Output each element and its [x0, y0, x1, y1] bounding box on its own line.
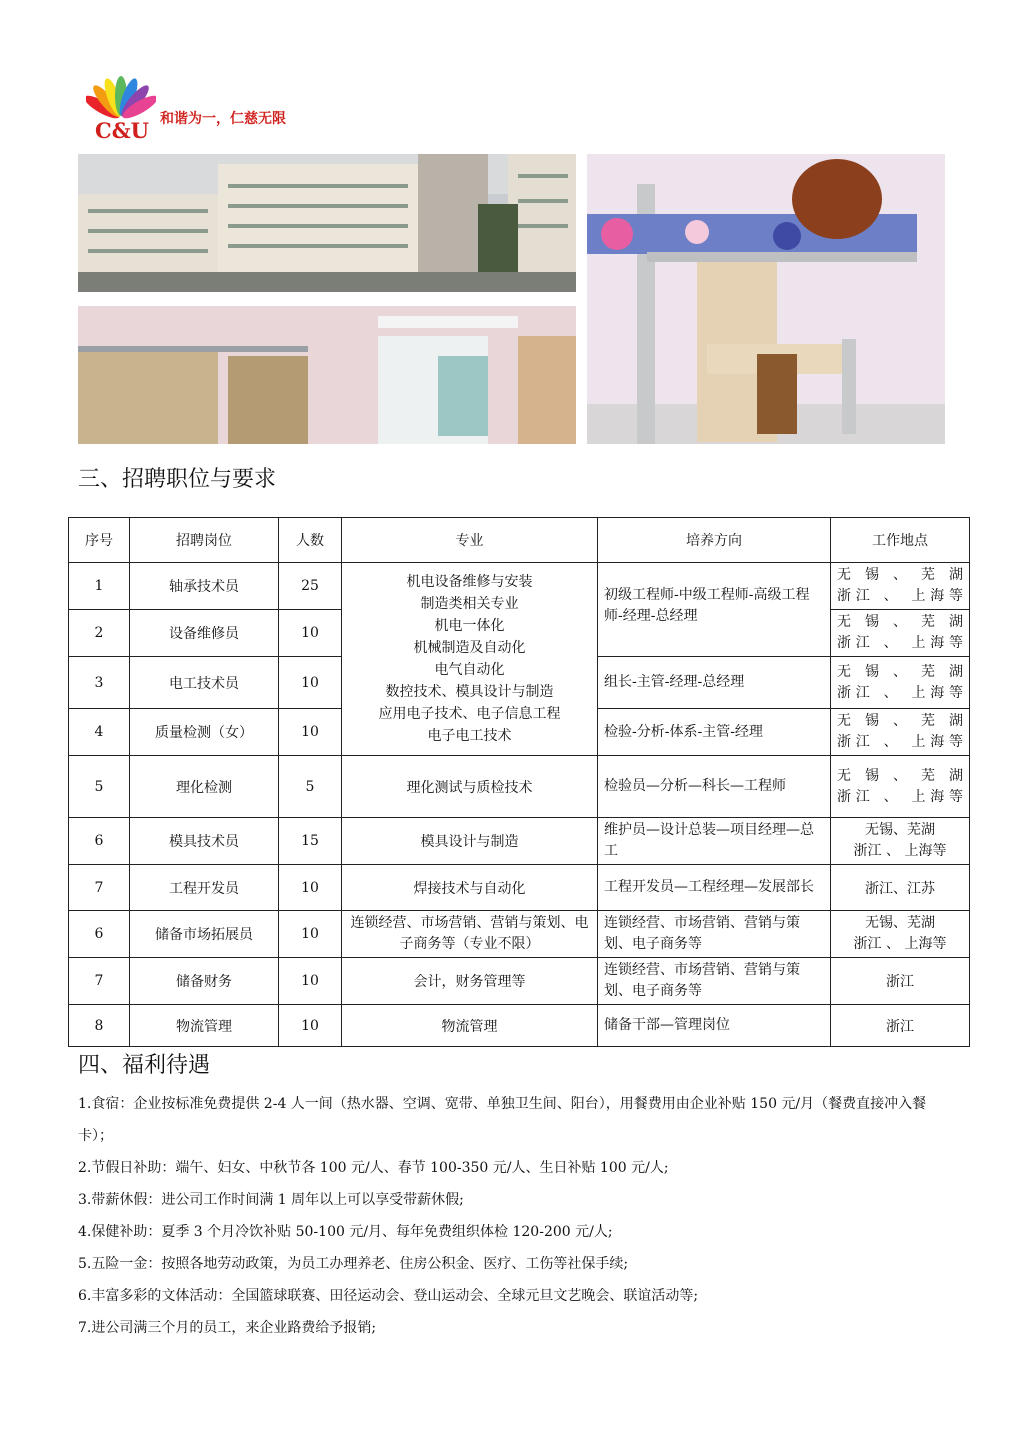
major-line: 数控技术、模具设计与制造	[385, 684, 554, 700]
row-location	[831, 657, 970, 709]
location-line: 浙江 、 上海等	[853, 936, 947, 952]
row-no: 3	[69, 657, 130, 709]
row-location	[831, 563, 970, 610]
table-row	[69, 958, 970, 1005]
row-major: 会计，财务管理等	[342, 958, 598, 1005]
table-header-row	[69, 518, 970, 563]
row-location	[831, 610, 970, 657]
benefit-item: 3.带薪休假：进公司工作时间满 1 周年以上可以享受带薪休假;	[78, 1192, 464, 1208]
location-line: 浙江 、 上海等	[837, 684, 963, 701]
shared-major-cell	[342, 563, 598, 756]
row-direction: 初级工程师-中级工程师-高级工程师-经理-总经理	[598, 563, 831, 657]
row-count: 10	[279, 1005, 342, 1047]
row-direction: 连锁经营、市场营销、营销与策划、电子商务等	[598, 911, 831, 958]
row-major: 物流管理	[342, 1005, 598, 1047]
major-line: 机械制造及自动化	[413, 640, 526, 656]
table-row	[69, 911, 970, 958]
row-count: 15	[279, 818, 342, 865]
benefit-item: 7.进公司满三个月的员工，来企业路费给予报销;	[78, 1320, 377, 1336]
recruit-section-title: 三、招聘职位与要求	[78, 467, 277, 492]
row-count: 10	[279, 657, 342, 709]
major-line: 电子电工技术	[427, 728, 512, 744]
row-direction: 工程开发员—工程经理—发展部长	[598, 865, 831, 911]
location-line: 浙江 、 上海等	[853, 843, 947, 859]
row-post: 物流管理	[130, 1005, 279, 1047]
location-line: 浙江 、 上海等	[837, 788, 963, 805]
row-no: 4	[69, 709, 130, 756]
location-line: 无锡、芜湖	[865, 822, 935, 838]
row-count: 10	[279, 610, 342, 657]
header-location: 工作地点	[831, 518, 970, 563]
location-line: 浙江 、 上海等	[837, 635, 963, 651]
table-row	[69, 865, 970, 911]
row-major: 连锁经营、市场营销、营销与策划、电子商务等（专业不限）	[342, 911, 598, 958]
header-count: 人数	[279, 518, 342, 563]
row-direction: 维护员—设计总装—项目经理—总工	[598, 818, 831, 865]
row-no: 1	[69, 563, 130, 610]
major-line: 应用电子技术、电子信息工程	[378, 706, 561, 722]
benefits-section-title: 四、福利待遇	[78, 1053, 211, 1078]
benefit-item: 2.节假日补助：端午、妇女、中秋节各 100 元/人、春节 100-350 元/人、生日补贴 100 元/人;	[78, 1160, 669, 1176]
row-post: 设备维修员	[130, 610, 279, 657]
row-no: 7	[69, 958, 130, 1005]
location-line: 无 锡 、 芜 湖	[837, 614, 963, 630]
header-major: 专业	[342, 518, 598, 563]
row-post: 储备财务	[130, 958, 279, 1005]
row-no: 2	[69, 610, 130, 657]
location-line: 无锡、芜湖	[865, 915, 935, 931]
row-post: 模具技术员	[130, 818, 279, 865]
row-direction: 检验员—分析—科长—工程师	[598, 756, 831, 818]
row-major: 理化测试与质检技术	[342, 756, 598, 818]
row-major: 模具设计与制造	[342, 818, 598, 865]
row-direction: 组长-主管-经理-总经理	[598, 657, 831, 709]
row-direction: 连锁经营、市场营销、营销与策划、电子商务等	[598, 958, 831, 1005]
row-count: 10	[279, 958, 342, 1005]
row-count: 10	[279, 865, 342, 911]
row-count: 5	[279, 756, 342, 818]
row-location	[831, 818, 970, 865]
row-location	[831, 911, 970, 958]
table-row	[69, 818, 970, 865]
row-count: 10	[279, 709, 342, 756]
location-line: 无 锡 、 芜 湖	[837, 567, 963, 583]
benefit-item: 4.保健补助：夏季 3 个月冷饮补贴 50-100 元/月、每年免费组织体检 120-200 元/人;	[78, 1224, 613, 1240]
row-no: 6	[69, 818, 130, 865]
location-line: 无 锡 、 芜 湖	[837, 713, 963, 729]
row-post: 理化检测	[130, 756, 279, 818]
major-line: 制造类相关专业	[420, 596, 519, 612]
row-count: 25	[279, 563, 342, 610]
row-count: 10	[279, 911, 342, 958]
company-slogan: 和谐为一，仁慈无限	[160, 111, 286, 127]
fan-logo-icon	[86, 72, 156, 122]
row-post: 工程开发员	[130, 865, 279, 911]
row-location: 浙江	[831, 958, 970, 1005]
benefit-item: 6.丰富多彩的文体活动：全国篮球联赛、田径运动会、登山运动会、全球元旦文艺晚会、联谊活动等;	[78, 1288, 699, 1304]
location-line: 浙江 、 上海等	[837, 588, 963, 604]
row-direction: 储备干部—管理岗位	[598, 1005, 831, 1047]
row-location: 浙江、江苏	[831, 865, 970, 911]
location-line: 浙江 、 上海等	[837, 734, 963, 750]
row-post: 储备市场拓展员	[130, 911, 279, 958]
row-location	[831, 756, 970, 818]
loft-bed-photo	[587, 154, 945, 444]
row-location: 浙江	[831, 1005, 970, 1047]
row-post: 电工技术员	[130, 657, 279, 709]
row-direction: 检验-分析-体系-主管-经理	[598, 709, 831, 756]
row-no: 7	[69, 865, 130, 911]
logo-wordmark: C&U	[95, 118, 149, 143]
header-no: 序号	[69, 518, 130, 563]
row-post: 轴承技术员	[130, 563, 279, 610]
benefit-item: 1.食宿：企业按标准免费提供 2-4 人一间（热水器、空调、宽带、单独卫生间、阳台），用餐费用由企业补贴 150 元/月（餐费直接冲入餐卡）；	[78, 1096, 927, 1144]
header-post: 招聘岗位	[130, 518, 279, 563]
benefit-item: 5.五险一金：按照各地劳动政策，为员工办理养老、住房公积金、医疗、工伤等社保手续;	[78, 1256, 629, 1272]
recruitment-table	[68, 517, 970, 1047]
benefits-list	[78, 1088, 958, 1344]
major-line: 机电设备维修与安装	[406, 574, 533, 590]
row-location	[831, 709, 970, 756]
table-row	[69, 756, 970, 818]
dormitory-room-photo	[78, 306, 576, 444]
table-row	[69, 563, 970, 610]
dormitory-building-photo	[78, 154, 576, 292]
row-post: 质量检测（女）	[130, 709, 279, 756]
row-no: 8	[69, 1005, 130, 1047]
location-line: 无 锡 、 芜 湖	[837, 767, 963, 784]
major-line: 机电一体化	[434, 618, 505, 634]
row-no: 5	[69, 756, 130, 818]
row-major: 焊接技术与自动化	[342, 865, 598, 911]
table-row	[69, 1005, 970, 1047]
header-direction: 培养方向	[598, 518, 831, 563]
major-line: 电气自动化	[434, 662, 505, 678]
location-line: 无 锡 、 芜 湖	[837, 663, 963, 680]
row-no: 6	[69, 911, 130, 958]
